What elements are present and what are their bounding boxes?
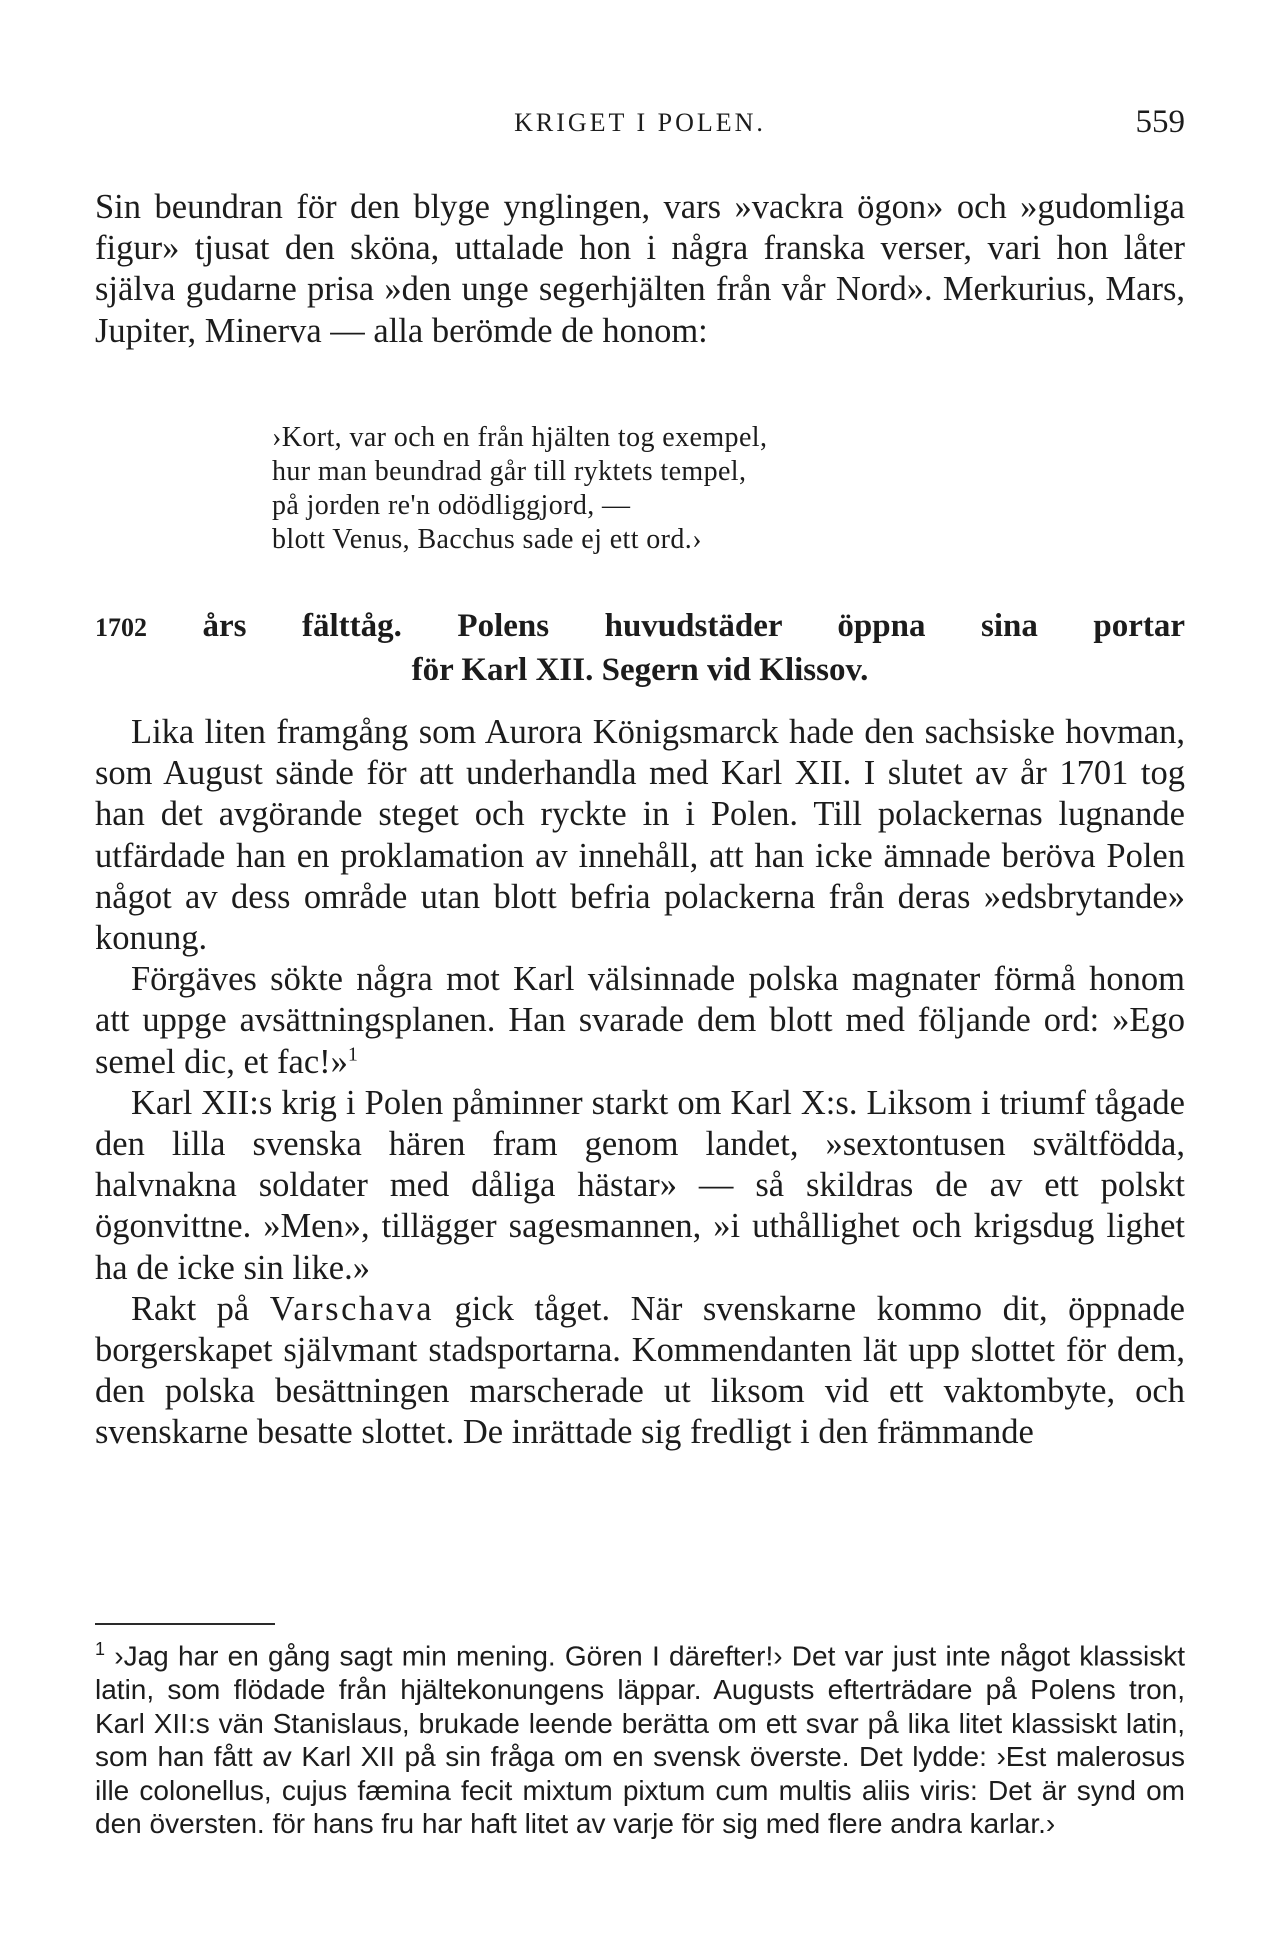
- section-year: 1702: [95, 613, 147, 642]
- verse-line: hur man beundrad går till ryktets tempel,: [272, 456, 747, 487]
- footnote-text: ›Jag har en gång sagt min mening. Gören I därefter!› Det var just inte något klassiskt latin, som flödade från hjältekonungens läppar. Augusts efterträdare på Polens tron, Karl XII:s vän Stanislaus, brukade leende berätta om ett svar på lika litet klassiskt latin, som han fått av Karl XII på sin fråga om en svensk överste. Det lydde: ›Est malerosus ille colonellus, cujus fæmina fecit mixtum pixtum cum multis aliis viris: Det är synd om den översten. för hans fru har haft litet av varje för sig med flere andra karlar.›: [95, 1640, 1185, 1840]
- section-heading: [95, 605, 1185, 691]
- section-heading-line-2: för Karl XII. Segern vid Klissov.: [411, 652, 869, 688]
- verse-line: på jorden re'n odödliggjord, —: [272, 490, 631, 521]
- paragraph-text: gick tåget. När svenskarne kommo dit, öppnade borgerskapet självmant stadsportarna. Kommendanten lät upp slottet för dem, den polska besättningen marscherade ut liksom vid ett vaktombyte, och svenskarne besatte slottet. De inrättade sig fredligt i den främmande: [95, 1289, 1185, 1452]
- body-text: [95, 712, 1185, 1454]
- paragraph: Karl XII:s krig i Polen påminner starkt om Karl X:s. Liksom i triumf tågade den lilla svenska hären fram genom landet, »sextontusen svältfödda, halvnakna soldater med dåliga hästar» — så skildras de av ett polskt ögonvittne. »Men», tillägger sagesmannen, »i uthållighet och krigsdug lighet ha de icke sin like.»: [95, 1083, 1185, 1287]
- paragraph: [95, 1289, 1185, 1454]
- verse-line: ›Kort, var och en från hjälten tog exempel,: [272, 422, 768, 453]
- intro-paragraph: Sin beundran för den blyge ynglingen, vars »vackra ögon» och »gudomliga figur» tjusat den sköna, uttalade hon i några franska verser, vari hon låter själva gudarne prisa »den unge segerhjälten från vår Nord». Merkurius, Mars, Jupiter, Minerva — alla berömde de honom:: [95, 188, 1185, 350]
- verse-quote: [272, 421, 1072, 557]
- verse-line: blott Venus, Bacchus sade ej ett ord.›: [272, 524, 702, 555]
- paragraph-text: Rakt på: [131, 1289, 270, 1328]
- paragraph: Lika liten framgång som Aurora Königsmarck hade den sachsiske hovman, som August sände för att underhandla med Karl XII. I slutet av år 1701 tog han det avgörande steget och ryckte in i Polen. Till polackernas lugnande utfärdade han en proklamation av innehåll, att han icke ämnade beröva Polen något av dess område utan blott befria polackerna från deras »edsbrytande» konung.: [95, 713, 1185, 958]
- footnote-mark: 1: [95, 1639, 106, 1659]
- section-heading-text: års fälttåg. Polens huvudstäder öppna sina portar: [202, 608, 1185, 644]
- paragraph-text: Förgäves sökte några mot Karl välsinnade polska magnater förmå honom att uppge avsättningsplanen. Han svarade dem blott med följande ord: »Ego semel dic, et fac!»: [95, 960, 1185, 1081]
- running-title: KRIGET I POLEN.: [514, 108, 766, 137]
- page-number: 559: [1135, 104, 1185, 140]
- footnote: [95, 1633, 1185, 1841]
- section-heading-line-1: [95, 605, 1185, 649]
- footnote-reference: 1: [347, 1043, 358, 1066]
- paragraph: [95, 959, 1185, 1083]
- footnote-divider: [95, 1623, 275, 1625]
- running-header: [95, 104, 1185, 148]
- place-name-varschava: Varschava: [269, 1289, 435, 1328]
